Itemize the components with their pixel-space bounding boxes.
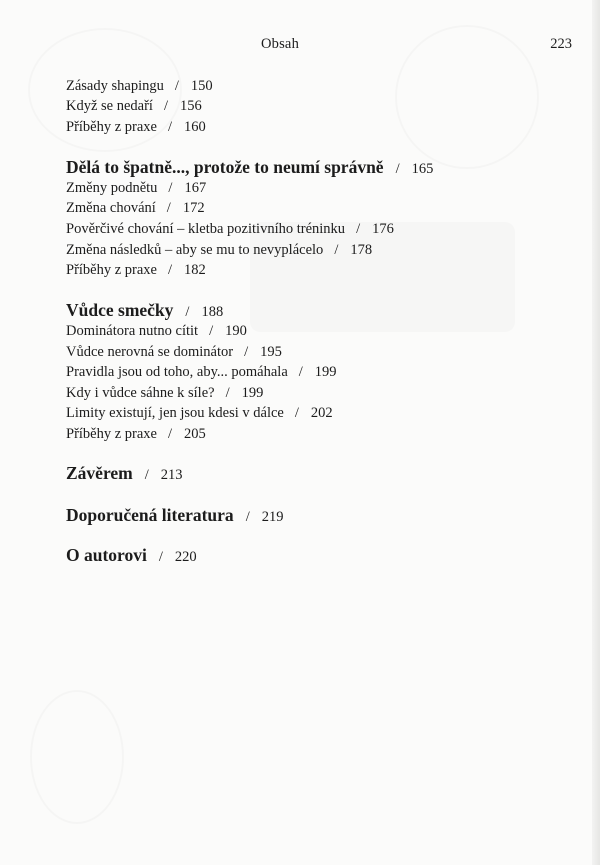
toc-entry-title: Když se nedaří bbox=[66, 98, 153, 114]
toc-chapter-heading bbox=[66, 544, 197, 568]
toc-separator: / bbox=[244, 344, 249, 360]
toc-entry bbox=[66, 384, 263, 402]
toc-entry bbox=[66, 97, 202, 115]
toc-entry-title: Příběhy z praxe bbox=[66, 119, 157, 135]
toc-entry-page: 156 bbox=[180, 98, 202, 114]
toc-entry-title: Vůdce nerovná se dominátor bbox=[66, 344, 234, 360]
toc-chapter-heading bbox=[66, 462, 183, 486]
toc-entry-page: 205 bbox=[184, 426, 206, 442]
toc-separator: / bbox=[185, 304, 190, 320]
toc-chapter-page: 188 bbox=[201, 304, 224, 320]
toc-chapter-page: 165 bbox=[411, 161, 434, 177]
toc-entry-title: Limity existují, jen jsou kdesi v dálce bbox=[66, 405, 284, 421]
toc-entry bbox=[66, 261, 206, 279]
toc-entry bbox=[66, 404, 333, 422]
toc-separator: / bbox=[166, 200, 171, 216]
toc-chapter-heading bbox=[66, 299, 223, 323]
toc-separator: / bbox=[225, 385, 230, 401]
toc-chapter-title: Závěrem bbox=[66, 463, 133, 483]
toc-separator: / bbox=[209, 323, 214, 339]
toc-entry bbox=[66, 199, 205, 217]
bleed-through-mark bbox=[30, 690, 124, 824]
toc-entry-page: 182 bbox=[184, 262, 206, 278]
toc-entry-title: Příběhy z praxe bbox=[66, 262, 157, 278]
toc-separator: / bbox=[168, 180, 173, 196]
toc-entry bbox=[66, 220, 394, 238]
toc-chapter-title: O autorovi bbox=[66, 545, 147, 565]
toc-entry bbox=[66, 118, 206, 136]
toc-chapter-title: Doporučená literatura bbox=[66, 505, 234, 525]
toc-entry-title: Změna následků – aby se mu to nevyplácelo bbox=[66, 242, 324, 258]
toc-separator: / bbox=[174, 78, 179, 94]
toc-entry-page: 176 bbox=[372, 221, 394, 237]
toc-separator: / bbox=[356, 221, 361, 237]
toc-entry-page: 199 bbox=[241, 385, 264, 401]
toc-entry-title: Pravidla jsou od toho, aby... pomáhala bbox=[66, 364, 288, 380]
page-edge bbox=[592, 0, 600, 865]
toc-separator: / bbox=[144, 467, 149, 483]
toc-entry-page: 190 bbox=[225, 323, 247, 339]
toc-entry-title: Změny podnětu bbox=[66, 180, 158, 196]
toc-separator: / bbox=[168, 426, 173, 442]
toc-entry-page: 195 bbox=[260, 344, 282, 360]
toc-separator: / bbox=[334, 242, 339, 258]
toc-separator: / bbox=[168, 262, 173, 278]
toc-entry bbox=[66, 322, 247, 340]
toc-entry bbox=[66, 363, 337, 381]
toc-entry-title: Změna chování bbox=[66, 200, 156, 216]
toc-separator: / bbox=[298, 364, 303, 380]
toc-separator: / bbox=[395, 161, 400, 177]
toc-entry-title: Příběhy z praxe bbox=[66, 426, 157, 442]
running-header-title: Obsah bbox=[260, 36, 300, 52]
toc-chapter-heading bbox=[66, 504, 283, 528]
toc-entry-title: Zásady shapingu bbox=[66, 78, 164, 94]
toc-chapter-heading bbox=[66, 156, 433, 180]
bleed-through-logo bbox=[250, 222, 515, 332]
toc-entry-page: 178 bbox=[350, 242, 373, 258]
toc-chapter-page: 220 bbox=[174, 549, 197, 565]
toc-separator: / bbox=[168, 119, 173, 135]
toc-entry-page: 150 bbox=[190, 78, 213, 94]
toc-separator: / bbox=[245, 509, 250, 525]
page-number: 223 bbox=[550, 36, 572, 52]
toc-separator: / bbox=[158, 549, 163, 565]
toc-entry bbox=[66, 425, 206, 443]
toc-entry bbox=[66, 77, 213, 95]
toc-chapter-page: 219 bbox=[261, 509, 284, 525]
toc-entry bbox=[66, 241, 372, 259]
toc-entry bbox=[66, 179, 206, 197]
toc-entry-title: Kdy i vůdce sáhne k síle? bbox=[66, 385, 215, 401]
toc-entry-page: 202 bbox=[310, 405, 333, 421]
toc-entry bbox=[66, 343, 282, 361]
toc-entry-page: 172 bbox=[182, 200, 205, 216]
toc-chapter-title: Dělá to špatně..., protože to neumí správně bbox=[66, 157, 384, 177]
toc-separator: / bbox=[294, 405, 299, 421]
toc-entry-page: 160 bbox=[184, 119, 206, 135]
toc-entry-page: 167 bbox=[184, 180, 207, 196]
toc-entry-page: 199 bbox=[314, 364, 337, 380]
toc-entry-title: Dominátora nutno cítit bbox=[66, 323, 199, 339]
toc-chapter-page: 213 bbox=[160, 467, 183, 483]
toc-entry-title: Pověrčivé chování – kletba pozitivního tréninku bbox=[66, 221, 346, 237]
toc-separator: / bbox=[163, 98, 168, 114]
toc-chapter-title: Vůdce smečky bbox=[66, 300, 174, 320]
